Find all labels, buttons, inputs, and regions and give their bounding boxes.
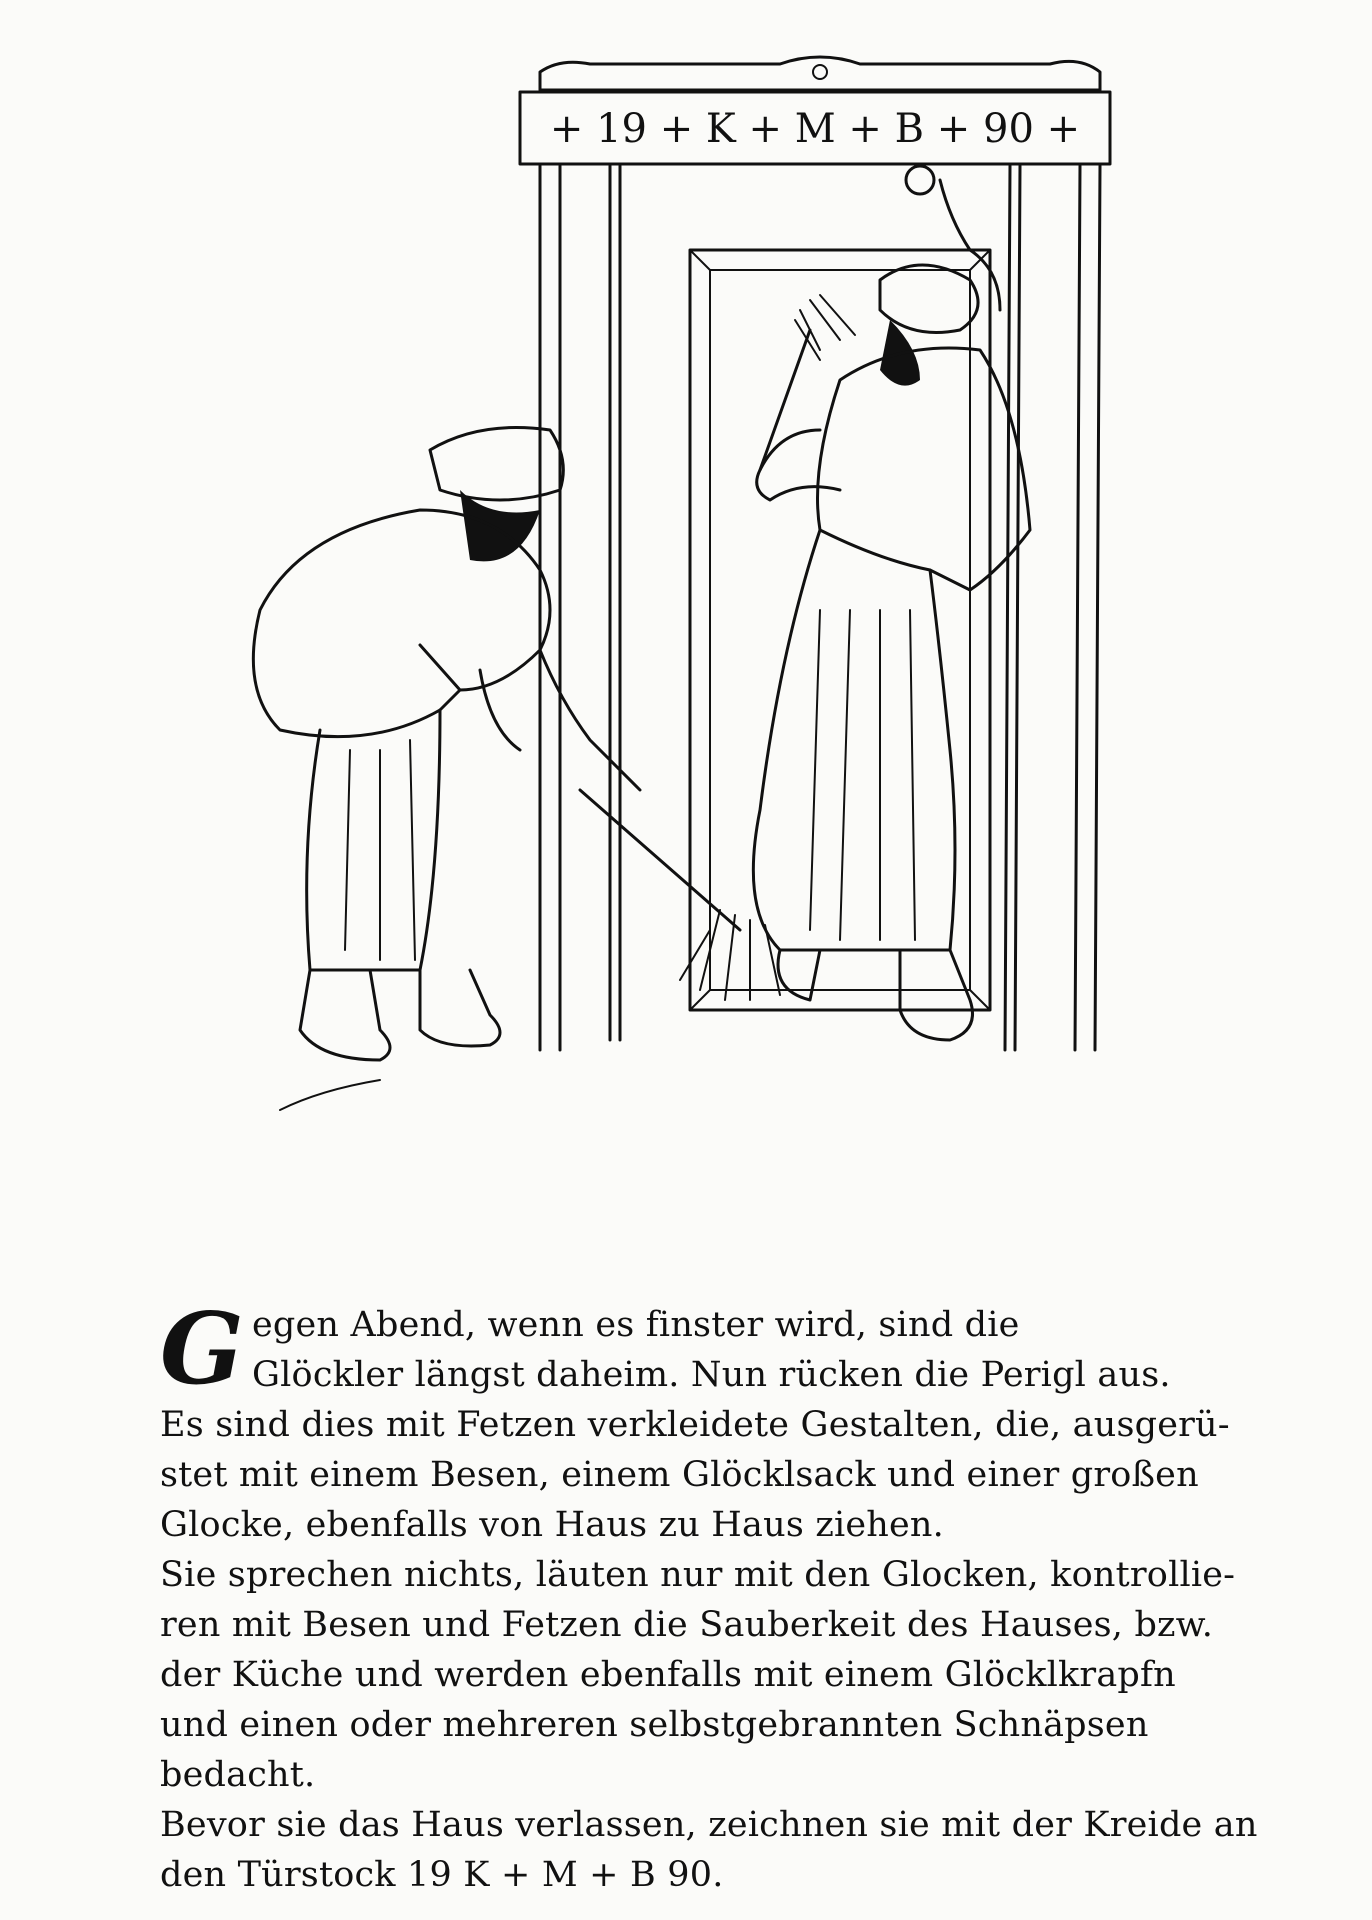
text-line-7: ren mit Besen und Fetzen die Sauberkeit des Hauses, bzw.: [160, 1605, 1214, 1645]
text-line-3: Es sind dies mit Fetzen verkleidete Gestalten, die, ausgerü-: [160, 1405, 1230, 1445]
text-line-5: Glocke, ebenfalls von Haus zu Haus ziehen.: [160, 1505, 944, 1545]
body-text: [160, 1292, 1258, 1900]
illustration-perigl-at-door: [120, 50, 1240, 1220]
text-line-9: und einen oder mehreren selbstgebrannten Schnäpsen: [160, 1705, 1149, 1745]
bending-figure: [253, 428, 780, 1061]
text-line-12: den Türstock 19 K + M + B 90.: [160, 1855, 724, 1895]
door-lintel: [520, 57, 1110, 164]
lintel-inscription: + 19 + K + M + B + 90 +: [549, 106, 1081, 152]
text-line-8: der Küche und werden ebenfalls mit einem Glöcklkrapfn: [160, 1655, 1176, 1695]
text-line-11: Bevor sie das Haus verlassen, zeichnen sie mit der Kreide an: [160, 1805, 1258, 1845]
floor-stroke: [280, 1080, 380, 1110]
door-frame: [540, 166, 1100, 1050]
text-line-1: egen Abend, wenn es finster wird, sind die: [252, 1305, 1020, 1345]
text-line-4: stet mit einem Besen, einem Glöcklsack und einer großen: [160, 1455, 1199, 1495]
door-panel: [690, 250, 990, 1010]
text-line-10: bedacht.: [160, 1755, 316, 1795]
text-line-6: Sie sprechen nichts, läuten nur mit den Glocken, kontrollie-: [160, 1555, 1236, 1595]
text-line-2: Glöckler längst daheim. Nun rücken die Perigl aus.: [252, 1355, 1171, 1395]
drop-cap: G: [160, 1292, 244, 1407]
